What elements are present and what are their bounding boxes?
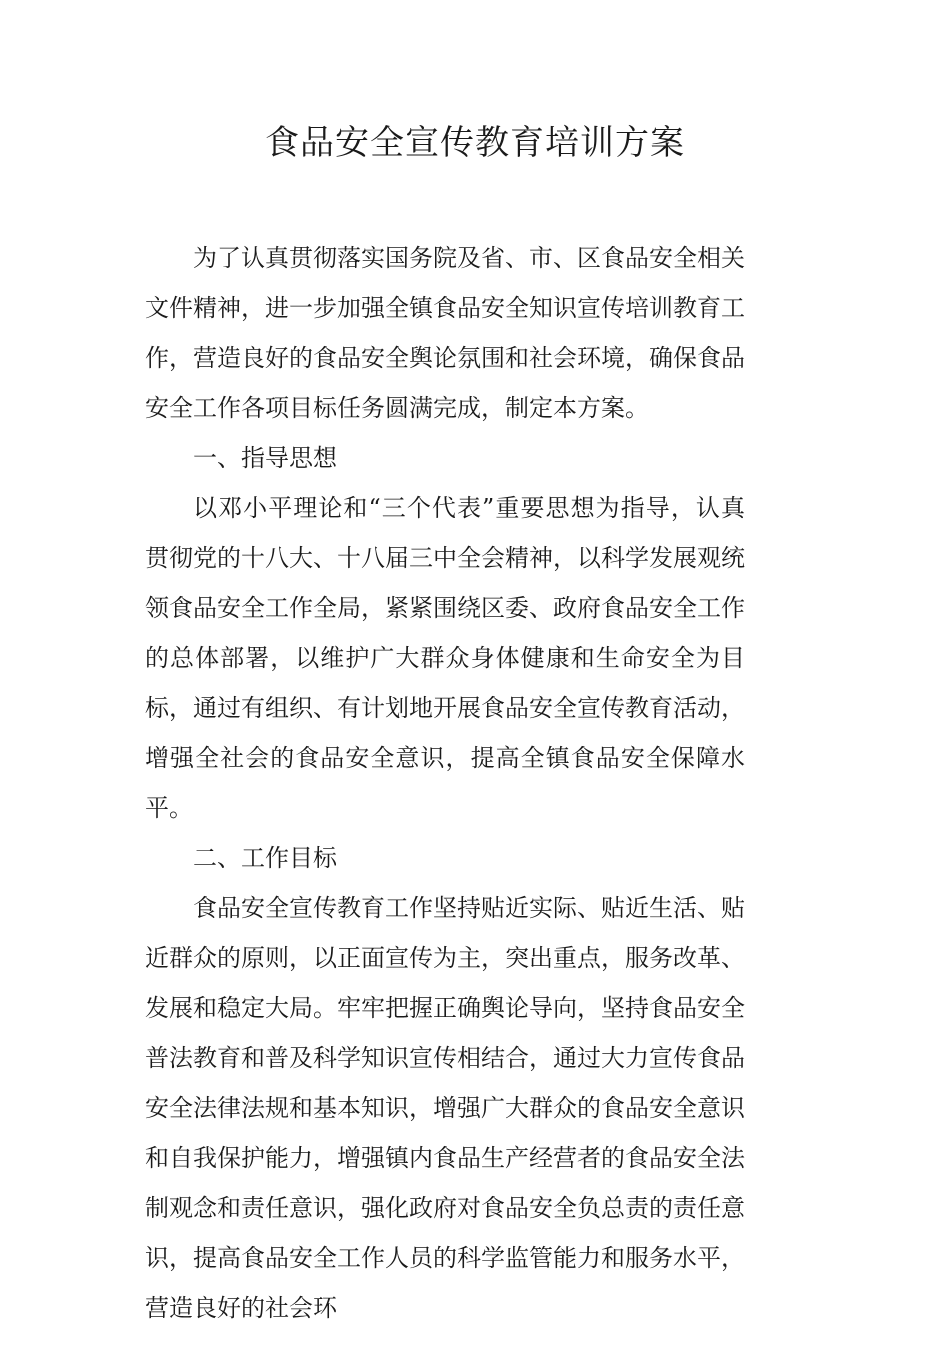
work-goals-paragraph: 食品安全宣传教育工作坚持贴近实际、贴近生活、贴近群众的原则，以正面宣传为主，突出重点，服务改革、发展和稳定大局。牢牢把握正确舆论导向，坚持食品安全普法教育和普及科学知识宣传相结合，通过大力宣传食品安全法律法规和基本知识，增强广大群众的食品安全意识和自我保护能力，增强镇内食品生产经营者的食品安全法制观念和责任意识，强化政府对食品安全负总责的责任意识，提高食品安全工作人员的科学监管能力和服务水平，营造良好的社会环 xyxy=(145,894,745,1322)
guiding-ideology-paragraph: 以邓小平理论和“三个代表”重要思想为指导，认真贯彻党的十八大、十八届三中全会精神，以科学发展观统领食品安全工作全局，紧紧围绕区委、政府食品安全工作的总体部署，以维护广大群众身体健康和生命安全为目标，通过有组织、有计划地开展食品安全宣传教育活动，增强全社会的食品安全意识，提高全镇食品安全保障水平。 xyxy=(145,494,745,822)
document-title: 食品安全宣传教育培训方案 xyxy=(265,123,685,163)
section-heading-guiding-ideology: 一、指导思想 xyxy=(193,444,337,472)
document-body xyxy=(145,233,745,1333)
section-heading-work-goals: 二、工作目标 xyxy=(193,844,337,872)
intro-paragraph: 为了认真贯彻落实国务院及省、市、区食品安全相关文件精神，进一步加强全镇食品安全知识宣传培训教育工作，营造良好的食品安全舆论氛围和社会环境，确保食品安全工作各项目标任务圆满完成，制定本方案。 xyxy=(145,244,745,422)
